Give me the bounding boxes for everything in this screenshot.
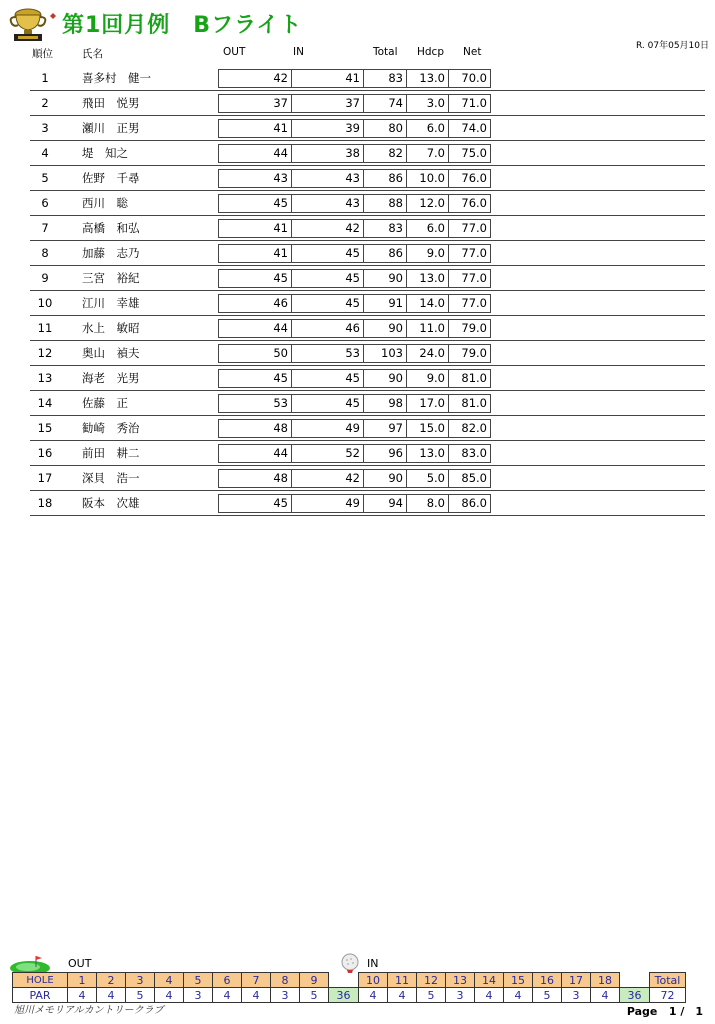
in-score: 45: [292, 270, 364, 287]
hole-number: 2: [97, 973, 126, 988]
par-value: 4: [68, 988, 97, 1003]
score-box: [218, 94, 491, 113]
net-score: 71.0: [461, 96, 487, 110]
rank-cell: 18: [37, 496, 53, 510]
score-box: [218, 244, 491, 263]
in-score: 46: [292, 320, 364, 337]
handicap: 17.0: [407, 395, 449, 412]
in-score: 49: [292, 495, 364, 512]
par-value: 5: [300, 988, 329, 1003]
out-score: 48: [219, 420, 292, 437]
score-box: [218, 319, 491, 338]
player-name: 飛田 悦男: [82, 96, 140, 110]
out-score: 48: [219, 470, 292, 487]
out-score: 50: [219, 345, 292, 362]
course-scorecard: [12, 972, 686, 1003]
out-score: 41: [219, 220, 292, 237]
total-score: 94: [364, 495, 407, 512]
handicap: 24.0: [407, 345, 449, 362]
net-score: 70.0: [461, 71, 487, 85]
trophy-icon: [6, 6, 58, 42]
player-name: 阪本 次雄: [82, 496, 140, 510]
handicap: 9.0: [407, 370, 449, 387]
page-indicator: [627, 1003, 703, 1019]
score-box: [218, 294, 491, 313]
total-score: 96: [364, 445, 407, 462]
par-value: 3: [184, 988, 213, 1003]
score-box: [218, 194, 491, 213]
hole-number: 12: [417, 973, 446, 988]
hole-number: 4: [155, 973, 184, 988]
par-value: 5: [533, 988, 562, 1003]
hole-number: 6: [213, 973, 242, 988]
total-score: 80: [364, 120, 407, 137]
total-score: 103: [364, 345, 407, 362]
player-name: 深貝 浩一: [82, 471, 140, 485]
out-score: 41: [219, 120, 292, 137]
total-label: Total: [650, 973, 686, 988]
out-score: 45: [219, 495, 292, 512]
table-row: [30, 166, 705, 191]
total-score: 86: [364, 245, 407, 262]
score-box: [218, 269, 491, 288]
table-row: [30, 291, 705, 316]
handicap: 13.0: [407, 270, 449, 287]
hole-number: 5: [184, 973, 213, 988]
table-row: [30, 116, 705, 141]
hole-number: 7: [242, 973, 271, 988]
total-score: 74: [364, 95, 407, 112]
out-score: 44: [219, 320, 292, 337]
hole-number: 18: [591, 973, 620, 988]
player-name: 江川 幸雄: [82, 296, 140, 310]
score-box: [218, 69, 491, 88]
par-value: 3: [446, 988, 475, 1003]
in-score: 42: [292, 470, 364, 487]
handicap: 11.0: [407, 320, 449, 337]
score-box: [218, 419, 491, 438]
score-box: [218, 469, 491, 488]
in-score: 45: [292, 370, 364, 387]
player-name: 海老 光男: [82, 371, 140, 385]
col-name: 氏名: [82, 48, 103, 60]
header: [6, 6, 709, 42]
player-name: 勧崎 秀治: [82, 421, 140, 435]
handicap: 6.0: [407, 120, 449, 137]
net-score: 81.0: [461, 396, 487, 410]
table-row: [30, 491, 705, 516]
blank-cell: [329, 973, 359, 988]
score-box: [218, 144, 491, 163]
net-score: 74.0: [461, 121, 487, 135]
in-score: 52: [292, 445, 364, 462]
rank-cell: 17: [37, 471, 53, 485]
col-total: Total: [373, 46, 398, 58]
rank-cell: 10: [37, 296, 53, 310]
table-row: [30, 341, 705, 366]
table-row: [30, 91, 705, 116]
results-table: [30, 66, 705, 516]
col-out: OUT: [223, 46, 246, 58]
net-score: 79.0: [461, 321, 487, 335]
player-name: 前田 耕二: [82, 446, 140, 460]
hole-number: 17: [562, 973, 591, 988]
par-value: 4: [359, 988, 388, 1003]
table-row: [30, 366, 705, 391]
par-value: 5: [126, 988, 155, 1003]
table-row: [30, 391, 705, 416]
net-score: 82.0: [461, 421, 487, 435]
out-score: 53: [219, 395, 292, 412]
out-score: 44: [219, 145, 292, 162]
net-score: 75.0: [461, 146, 487, 160]
out-label: OUT: [68, 957, 92, 970]
page-number: 1 / 1: [668, 1005, 703, 1018]
score-box: [218, 494, 491, 513]
player-name: 水上 敏昭: [82, 321, 140, 335]
hole-number: 3: [126, 973, 155, 988]
rank-cell: 5: [41, 171, 49, 185]
rank-cell: 4: [41, 146, 49, 160]
total-score: 83: [364, 70, 407, 87]
handicap: 8.0: [407, 495, 449, 512]
player-name: 佐野 千尋: [82, 171, 140, 185]
total-score: 88: [364, 195, 407, 212]
handicap: 9.0: [407, 245, 449, 262]
par-value: 4: [242, 988, 271, 1003]
total-score: 91: [364, 295, 407, 312]
net-score: 85.0: [461, 471, 487, 485]
par-value: 3: [562, 988, 591, 1003]
par-value: 5: [417, 988, 446, 1003]
rank-cell: 7: [41, 221, 49, 235]
player-name: 西川 聡: [82, 196, 128, 210]
score-box: [218, 119, 491, 138]
score-box: [218, 369, 491, 388]
handicap: 13.0: [407, 70, 449, 87]
par-value: 4: [591, 988, 620, 1003]
net-score: 77.0: [461, 271, 487, 285]
out-par-sum: 36: [329, 988, 359, 1003]
net-score: 77.0: [461, 296, 487, 310]
in-score: 45: [292, 245, 364, 262]
rank-cell: 1: [41, 71, 49, 85]
total-score: 90: [364, 270, 407, 287]
in-par-sum: 36: [620, 988, 650, 1003]
in-score: 37: [292, 95, 364, 112]
out-score: 42: [219, 70, 292, 87]
par-value: 4: [504, 988, 533, 1003]
in-score: 49: [292, 420, 364, 437]
player-name: 喜多村 健一: [82, 71, 151, 85]
total-score: 83: [364, 220, 407, 237]
handicap: 15.0: [407, 420, 449, 437]
hole-number: 9: [300, 973, 329, 988]
out-score: 43: [219, 170, 292, 187]
rank-cell: 6: [41, 196, 49, 210]
hole-number: 8: [271, 973, 300, 988]
total-score: 90: [364, 320, 407, 337]
handicap: 10.0: [407, 170, 449, 187]
out-score: 37: [219, 95, 292, 112]
hole-label: HOLE: [13, 973, 68, 988]
score-box: [218, 169, 491, 188]
total-score: 97: [364, 420, 407, 437]
handicap: 5.0: [407, 470, 449, 487]
net-score: 76.0: [461, 171, 487, 185]
net-score: 83.0: [461, 446, 487, 460]
col-net: Net: [463, 46, 482, 58]
in-score: 45: [292, 395, 364, 412]
course-footer: [0, 948, 715, 1024]
table-row: [30, 66, 705, 91]
table-row: [30, 416, 705, 441]
player-name: 高橋 和弘: [82, 221, 140, 235]
par-label: PAR: [13, 988, 68, 1003]
table-row: [30, 191, 705, 216]
club-name: 旭川メモリアルカントリークラブ: [14, 1005, 164, 1016]
hole-number: 11: [388, 973, 417, 988]
col-hdcp: Hdcp: [417, 46, 444, 58]
par-value: 4: [475, 988, 504, 1003]
out-score: 46: [219, 295, 292, 312]
col-rank: 順位: [32, 48, 53, 60]
hole-number: 16: [533, 973, 562, 988]
in-score: 39: [292, 120, 364, 137]
in-label: IN: [367, 957, 379, 970]
net-score: 77.0: [461, 246, 487, 260]
handicap: 14.0: [407, 295, 449, 312]
player-name: 三宮 裕紀: [82, 271, 140, 285]
table-row: [30, 441, 705, 466]
par-value: 4: [155, 988, 184, 1003]
in-score: 41: [292, 70, 364, 87]
total-score: 86: [364, 170, 407, 187]
table-row: [30, 241, 705, 266]
handicap: 12.0: [407, 195, 449, 212]
table-row: [30, 216, 705, 241]
net-score: 86.0: [461, 496, 487, 510]
total-score: 98: [364, 395, 407, 412]
rank-cell: 8: [41, 246, 49, 260]
rank-cell: 16: [37, 446, 53, 460]
blank-cell: [620, 973, 650, 988]
score-box: [218, 394, 491, 413]
player-name: 堤 知之: [82, 146, 128, 160]
table-row: [30, 316, 705, 341]
total-par: 72: [650, 988, 686, 1003]
score-box: [218, 344, 491, 363]
table-row: [30, 466, 705, 491]
player-name: 佐藤 正: [82, 396, 128, 410]
in-score: 43: [292, 170, 364, 187]
hole-number: 1: [68, 973, 97, 988]
in-score: 53: [292, 345, 364, 362]
table-row: [30, 141, 705, 166]
rank-cell: 11: [37, 321, 53, 335]
hole-number: 10: [359, 973, 388, 988]
report-date: R. 07年05月10日: [635, 41, 709, 51]
page-title: 第1回月例 Bフライト: [62, 13, 303, 38]
out-score: 45: [219, 195, 292, 212]
rank-cell: 15: [37, 421, 53, 435]
rank-cell: 9: [41, 271, 49, 285]
score-box: [218, 219, 491, 238]
hole-number: 13: [446, 973, 475, 988]
hole-number: 15: [504, 973, 533, 988]
out-score: 45: [219, 370, 292, 387]
player-name: 奥山 禎夫: [82, 346, 140, 360]
out-score: 45: [219, 270, 292, 287]
total-score: 90: [364, 370, 407, 387]
rank-cell: 13: [37, 371, 53, 385]
par-value: 3: [271, 988, 300, 1003]
col-in: IN: [293, 46, 304, 58]
player-name: 瀬川 正男: [82, 121, 140, 135]
par-value: 4: [213, 988, 242, 1003]
table-row: [30, 266, 705, 291]
net-score: 81.0: [461, 371, 487, 385]
out-score: 41: [219, 245, 292, 262]
par-value: 4: [97, 988, 126, 1003]
player-name: 加藤 志乃: [82, 246, 140, 260]
total-score: 90: [364, 470, 407, 487]
score-box: [218, 444, 491, 463]
net-score: 77.0: [461, 221, 487, 235]
in-score: 42: [292, 220, 364, 237]
in-score: 45: [292, 295, 364, 312]
in-score: 38: [292, 145, 364, 162]
par-value: 4: [388, 988, 417, 1003]
handicap: 6.0: [407, 220, 449, 237]
handicap: 3.0: [407, 95, 449, 112]
rank-cell: 2: [41, 96, 49, 110]
net-score: 79.0: [461, 346, 487, 360]
out-score: 44: [219, 445, 292, 462]
hole-number: 14: [475, 973, 504, 988]
in-score: 43: [292, 195, 364, 212]
handicap: 7.0: [407, 145, 449, 162]
rank-cell: 12: [37, 346, 53, 360]
rank-cell: 14: [37, 396, 53, 410]
page-label: Page: [626, 1005, 658, 1018]
net-score: 76.0: [461, 196, 487, 210]
total-score: 82: [364, 145, 407, 162]
rank-cell: 3: [41, 121, 49, 135]
handicap: 13.0: [407, 445, 449, 462]
